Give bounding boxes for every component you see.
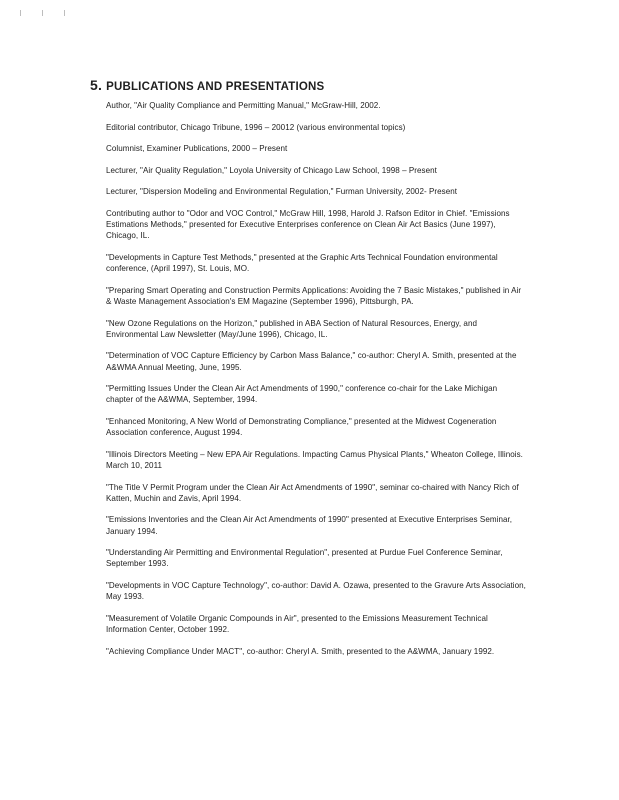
scan-corner-marks: [20, 10, 70, 18]
publication-entry: "Enhanced Monitoring, A New World of Demonstrating Compliance," presented at the Midwest Cogeneration Association conference, August 1994.: [106, 416, 497, 438]
publication-entry: "The Title V Permit Program under the Clean Air Act Amendments of 1990", seminar co-chaired with Nancy Rich of Katten, Muchin and Zavis, April 1994.: [106, 482, 519, 503]
section-heading: [90, 77, 324, 93]
publication-entry: "Preparing Smart Operating and Construction Permits Applications: Avoiding the 7 Basic Mistakes," published in Air & Waste Management Association's EM Magazine (September 1996), Pittsburgh, PA.: [106, 285, 522, 306]
publication-entry: "Measurement of Volatile Organic Compounds in Air", presented to the Emissions Measurement Technical Information Center, October 1992.: [106, 613, 488, 634]
publication-entry: "Developments in Capture Test Methods," presented at the Graphic Arts Technical Foundation environmental conference, (April 1997), St. Louis, MO.: [106, 252, 498, 274]
publication-entry: "Developments in VOC Capture Technology", co-author: David A. Ozawa, presented to the Gravure Arts Association, May 1993.: [106, 580, 526, 602]
publication-entry: "Illinois Directors Meeting – New EPA Air Regulations. Impacting Camus Physical Plants," Wheaton College, Illinois. March 10, 2011: [106, 449, 523, 470]
publication-entry: "Achieving Compliance Under MACT", co-author: Cheryl A. Smith, presented to the A&WMA, January 1992.: [106, 646, 495, 656]
publication-entry: Editorial contributor, Chicago Tribune, 1996 – 20012 (various environmental topics): [106, 122, 406, 132]
publication-entry: Columnist, Examiner Publications, 2000 – Present: [106, 144, 288, 154]
publication-entry: "New Ozone Regulations on the Horizon," published in ABA Section of Natural Resources, Energy, and Environmental Law Newsletter (May/June 1996), Chicago, IL.: [106, 318, 477, 339]
publication-entry: Author, "Air Quality Compliance and Permitting Manual," McGraw-Hill, 2002.: [106, 101, 381, 110]
publication-entry: "Permitting Issues Under the Clean Air Act Amendments of 1990," conference co-chair for the Lake Michigan chapter of the A&WMA, September, 1994.: [106, 384, 498, 405]
section-title: PUBLICATIONS AND PRESENTATIONS: [106, 81, 325, 93]
publications-list: [106, 100, 526, 667]
publication-entry: "Determination of VOC Capture Efficiency by Carbon Mass Balance," co-author: Cheryl A. Smith, presented at the A&WMA Annual Meeting, June, 1995.: [106, 351, 517, 372]
publication-entry: "Understanding Air Permitting and Environmental Regulation", presented at Purdue Fuel Conference Seminar, September 1993.: [106, 548, 503, 569]
publication-entry: "Emissions Inventories and the Clean Air Act Amendments of 1990" presented at Executive Enterprises Seminar, January 1994.: [106, 515, 513, 536]
publication-entry: Lecturer, "Dispersion Modeling and Environmental Regulation," Furman University, 2002- Present: [106, 187, 458, 197]
section-number: 5.: [90, 77, 103, 93]
publication-entry: Contributing author to "Odor and VOC Control," McGraw Hill, 1998, Harold J. Rafson Editor in Chief. "Emissions Estimations Methods," presented for Executive Enterprises conference on Clean Air Act Basics (June 1997), Chicago, IL.: [106, 208, 510, 241]
publication-entry: Lecturer, "Air Quality Regulation," Loyola University of Chicago Law School, 1998 – Present: [106, 165, 437, 175]
